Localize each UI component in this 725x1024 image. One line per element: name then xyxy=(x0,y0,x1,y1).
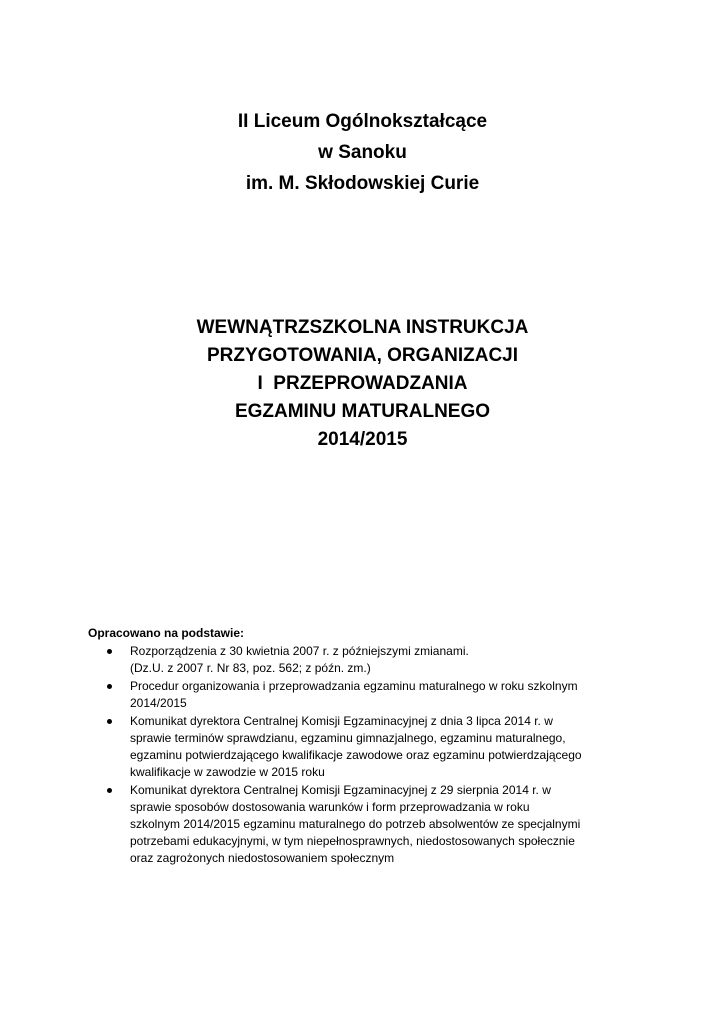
list-item-text: 2014/2015 xyxy=(130,696,187,710)
legal-basis-section xyxy=(88,625,648,868)
list-item-text: (Dz.U. z 2007 r. Nr 83, poz. 562; z późn. zm.) xyxy=(130,661,371,675)
list-item xyxy=(88,678,648,712)
list-item-text: kwalifikacje w zawodzie w 2015 roku xyxy=(130,765,325,779)
school-location-line: w Sanoku xyxy=(318,142,407,163)
title-line: EGZAMINU MATURALNEGO xyxy=(234,401,491,422)
school-name-block xyxy=(0,106,725,199)
bullet-icon xyxy=(107,719,112,724)
bullet-icon xyxy=(107,684,112,689)
list-item-text: sprawie terminów sprawdzianu, egzaminu gimnazjalnego, egzaminu maturalnego, xyxy=(130,731,566,745)
legal-basis-heading: Opracowano na podstawie: xyxy=(88,626,245,640)
bullet-icon xyxy=(107,788,112,793)
title-line: WEWNĄTRZSZKOLNA INSTRUKCJA xyxy=(196,317,529,338)
document-title xyxy=(0,314,725,454)
title-line: PRZYGOTOWANIA, ORGANIZACJI xyxy=(206,345,519,366)
school-patron-line: im. M. Skłodowskiej Curie xyxy=(245,173,480,194)
legal-basis-list xyxy=(88,643,648,867)
list-item xyxy=(88,713,648,781)
list-item-text: Procedur organizowania i przeprowadzania egzaminu maturalnego w roku szkolnym xyxy=(130,679,578,693)
list-item-text: Komunikat dyrektora Centralnej Komisji Egzaminacyjnej z dnia 3 lipca 2014 r. w xyxy=(130,714,553,728)
school-name-line: II Liceum Ogólnokształcące xyxy=(237,111,488,132)
list-item xyxy=(88,643,648,677)
list-item xyxy=(88,782,648,867)
list-item-text: Komunikat dyrektora Centralnej Komisji Egzaminacyjnej z 29 sierpnia 2014 r. w xyxy=(130,783,551,797)
list-item-text: szkolnym 2014/2015 egzaminu maturalnego do potrzeb absolwentów ze specjalnymi xyxy=(130,817,581,831)
list-item-text: Rozporządzenia z 30 kwietnia 2007 r. z późniejszymi zmianami. xyxy=(130,644,469,658)
title-line: I PRZEPROWADZANIA xyxy=(257,373,468,394)
bullet-icon xyxy=(107,649,112,654)
list-item-text: oraz zagrożonych niedostosowaniem społecznym xyxy=(130,851,395,865)
list-item-text: potrzebami edukacyjnymi, w tym niepełnosprawnych, niedostosowanych społecznie xyxy=(130,834,575,848)
list-item-text: sprawie sposobów dostosowania warunków i form przeprowadzania w roku xyxy=(130,800,530,814)
title-year: 2014/2015 xyxy=(317,429,408,450)
list-item-text: egzaminu potwierdzającego kwalifikacje zawodowe oraz egzaminu potwierdzającego xyxy=(130,748,582,762)
